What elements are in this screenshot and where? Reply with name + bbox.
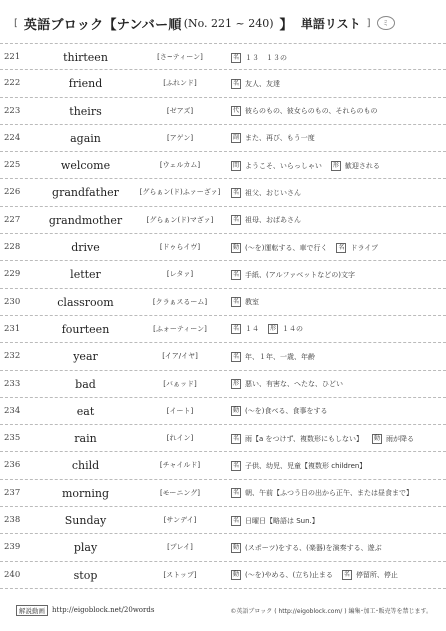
meaning-cell: [231, 261, 443, 288]
table-row: [0, 398, 446, 425]
pronunciation: [グらぁン(ド)マざァ]: [146, 215, 214, 224]
table-row: [0, 289, 446, 316]
pronunciation: [れイン]: [166, 434, 194, 443]
word-number: 226: [4, 187, 21, 198]
japanese-meaning: (スポーツ)をする、(楽器)を演奏する、遊ぶ: [245, 543, 382, 552]
part-of-speech-badge: 名: [232, 53, 239, 61]
meaning-cell: [231, 480, 443, 507]
word-number: 231: [4, 323, 21, 334]
copyright-notice: ©英語ブロック ( http://eigoblock.com/ ) 編集･加工･販売等を禁じます。: [230, 607, 432, 615]
meaning-cell: [231, 44, 443, 71]
english-word: welcome: [60, 159, 111, 173]
meaning-cell: [231, 343, 443, 370]
table-row: [0, 343, 446, 370]
table-row: [0, 207, 446, 234]
japanese-meaning: 手紙、(アルファベットなどの)文字: [245, 270, 356, 279]
english-word: drive: [71, 241, 100, 255]
japanese-meaning: １３ １３の: [245, 53, 287, 62]
pronunciation: [サンデイ]: [163, 516, 197, 525]
pronunciation: [ゼアズ]: [166, 106, 194, 115]
japanese-meaning: ようこそ、いらっしゃい: [245, 161, 322, 170]
pronunciation: [グらぁン(ド)ふァーざァ]: [139, 188, 221, 197]
meaning-cell: [231, 98, 443, 125]
english-word: theirs: [69, 104, 102, 118]
brand-logo-icon: ミ: [377, 16, 395, 30]
meaning-cell: [231, 179, 443, 206]
part-of-speech-badge-2: 名: [343, 571, 350, 579]
pronunciation: [レタァ]: [166, 270, 194, 279]
table-row: [0, 152, 446, 179]
part-of-speech-badge: 名: [232, 516, 239, 524]
pronunciation: [クラぁスるーム]: [152, 297, 208, 306]
table-row: [0, 452, 446, 479]
meaning-cell: [231, 507, 443, 534]
word-list-table: [0, 43, 446, 589]
english-word: play: [73, 541, 98, 555]
japanese-meaning: (～を)食べる、食事をする: [245, 407, 328, 416]
japanese-meaning-2: 雨が降る: [385, 434, 414, 443]
japanese-meaning-2: 停留所、停止: [355, 571, 398, 580]
pronunciation: [モーニング]: [159, 488, 201, 497]
part-of-speech-badge: 形: [232, 380, 239, 388]
table-row: [0, 70, 446, 97]
pronunciation: [プレイ]: [167, 543, 193, 552]
part-of-speech-badge: 間: [232, 161, 239, 169]
part-of-speech-badge: 名: [232, 325, 239, 333]
japanese-meaning: 日曜日【略語は Sun.】: [245, 516, 319, 525]
word-number: 235: [4, 433, 21, 444]
table-row: [0, 534, 446, 561]
english-word: morning: [61, 486, 110, 500]
page-subtitle: 単語リスト: [300, 16, 361, 31]
part-of-speech-badge: 代: [232, 107, 239, 115]
word-number: 236: [4, 460, 21, 471]
table-row: [0, 480, 446, 507]
english-word: stop: [73, 568, 98, 582]
table-row: [0, 507, 446, 534]
table-row: [0, 316, 446, 343]
page-header: [14, 8, 432, 38]
word-number: 240: [4, 569, 21, 580]
header-open-bracket: [: [14, 17, 18, 29]
header-close-bracket: ]: [366, 17, 371, 29]
japanese-meaning: また、再び、もう一度: [245, 134, 315, 143]
japanese-meaning: (～を)運転する、車で行く: [245, 243, 328, 252]
pronunciation: [チャイルド]: [159, 461, 201, 470]
pronunciation: [さ~ティーン]: [157, 53, 203, 61]
part-of-speech-badge: 名: [232, 79, 239, 87]
pronunciation: [アゲン]: [166, 133, 194, 142]
part-of-speech-badge: 名: [232, 352, 239, 360]
english-word: grandmother: [48, 213, 123, 227]
english-word: grandfather: [52, 186, 119, 200]
word-number: 228: [4, 242, 21, 253]
english-word: classroom: [57, 295, 114, 309]
part-of-speech-badge-2: 形: [332, 161, 339, 169]
part-of-speech-badge: 副: [232, 134, 239, 142]
part-of-speech-badge: 名: [232, 434, 239, 442]
english-word: bad: [75, 377, 96, 391]
table-row: [0, 179, 446, 206]
page-title: 英語ブロック【ナンバー順: [23, 17, 182, 33]
table-row: [0, 425, 446, 452]
meaning-cell: [231, 425, 443, 452]
table-row: [0, 261, 446, 288]
part-of-speech-badge: 名: [232, 188, 239, 196]
word-number: 234: [4, 405, 21, 416]
japanese-meaning-2: ドライブ: [350, 243, 379, 252]
english-word: friend: [68, 77, 103, 91]
part-of-speech-badge: 動: [232, 243, 239, 251]
japanese-meaning: 雨【a をつけず、複数形にもしない】: [245, 434, 363, 443]
japanese-meaning: 子供、幼児、児童【複数形 children】: [245, 461, 367, 470]
part-of-speech-badge: 動: [232, 543, 239, 551]
japanese-meaning-2: １４の: [282, 325, 303, 334]
part-of-speech-badge: 名: [232, 489, 239, 497]
word-number: 232: [4, 351, 21, 362]
word-number: 221: [4, 52, 21, 62]
meaning-cell: [231, 371, 443, 398]
english-word: again: [70, 131, 101, 145]
table-row: [0, 234, 446, 261]
japanese-meaning-2: 歓迎される: [344, 161, 380, 170]
pronunciation: [バぁッド]: [163, 379, 197, 388]
english-word: eat: [76, 404, 95, 418]
table-row: [0, 98, 446, 125]
word-number: 238: [4, 515, 21, 526]
pronunciation: [ドゥらイヴ]: [159, 243, 201, 252]
word-number: 233: [4, 378, 21, 389]
meaning-cell: [231, 452, 443, 479]
meaning-cell: [231, 152, 443, 179]
meaning-cell: [231, 398, 443, 425]
table-row: [0, 371, 446, 398]
video-label: 解説動画: [16, 605, 48, 616]
pronunciation: [イート]: [166, 406, 194, 415]
part-of-speech-badge: 動: [232, 571, 239, 579]
english-word: year: [73, 350, 98, 364]
part-of-speech-badge-2: 動: [373, 434, 380, 442]
pronunciation: [ふォーティーン]: [153, 324, 207, 333]
meaning-cell: [231, 534, 443, 561]
table-row: [0, 43, 446, 70]
video-link[interactable]: http://eigoblock.net/20words: [52, 606, 155, 614]
part-of-speech-badge-2: 名: [338, 243, 345, 251]
word-number: 222: [4, 78, 21, 89]
japanese-meaning: １４: [245, 325, 259, 334]
japanese-meaning: 祖父、おじいさん: [245, 188, 301, 197]
word-number: 225: [4, 160, 21, 171]
english-word: child: [71, 459, 100, 473]
word-number: 223: [4, 105, 21, 116]
meaning-cell: [231, 70, 443, 97]
pronunciation: [ふれンド]: [163, 79, 197, 88]
meaning-cell: [231, 207, 443, 234]
japanese-meaning: 年、１年、一歳、年齢: [245, 352, 315, 361]
japanese-meaning: 悪い、有害な、へたな、ひどい: [245, 380, 343, 389]
japanese-meaning: 朝、午前【ふつう日の出から正午、または昼食まで】: [245, 489, 413, 498]
word-number: 227: [4, 214, 21, 225]
part-of-speech-badge-2: 形: [269, 325, 276, 333]
page-footer: [16, 604, 432, 616]
word-number: 229: [4, 269, 21, 280]
part-of-speech-badge: 名: [232, 216, 239, 224]
english-word: fourteen: [61, 322, 110, 336]
meaning-cell: [231, 125, 443, 152]
japanese-meaning: 彼らのもの、彼女らのもの、それらのもの: [245, 107, 378, 116]
word-number: 239: [4, 542, 21, 553]
meaning-cell: [231, 234, 443, 261]
table-row: [0, 125, 446, 152]
pronunciation: [ウェルカム]: [159, 161, 201, 170]
japanese-meaning: (～を)やめる、(立ち)止まる: [245, 571, 333, 580]
word-number: 230: [4, 296, 21, 307]
part-of-speech-badge: 動: [232, 407, 239, 415]
part-of-speech-badge: 名: [232, 461, 239, 469]
word-number: 224: [4, 132, 21, 143]
table-row: [0, 562, 446, 589]
meaning-cell: [231, 562, 443, 589]
meaning-cell: [231, 316, 443, 343]
english-word: thirteen: [63, 51, 108, 64]
english-word: letter: [70, 268, 101, 282]
part-of-speech-badge: 名: [232, 270, 239, 278]
word-number: 237: [4, 487, 21, 498]
english-word: Sunday: [64, 514, 107, 528]
pronunciation: [イア/イヤ]: [162, 352, 198, 361]
title-close: 】: [279, 17, 293, 33]
japanese-meaning: 祖母、おばあさん: [245, 216, 301, 225]
japanese-meaning: 友人、友達: [245, 79, 280, 88]
part-of-speech-badge: 名: [232, 298, 239, 306]
pronunciation: [ストップ]: [163, 570, 197, 579]
english-word: rain: [74, 432, 97, 446]
meaning-cell: [231, 289, 443, 316]
japanese-meaning: 教室: [245, 298, 259, 307]
number-range: (No. 221 ~ 240): [183, 16, 274, 30]
